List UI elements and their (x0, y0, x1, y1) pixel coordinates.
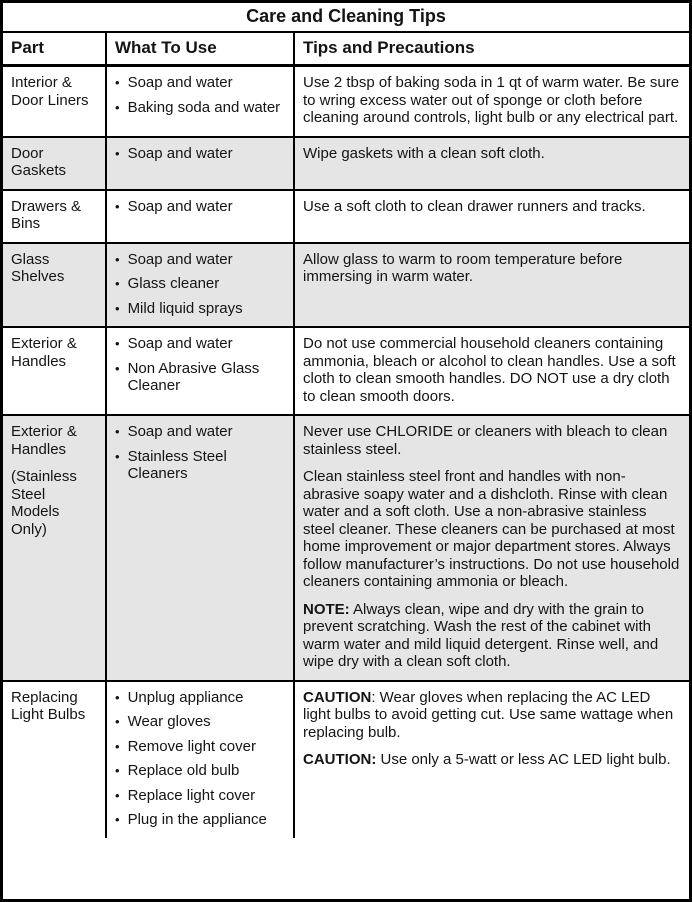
bullet-text: Baking soda and water (127, 98, 281, 116)
bullet-text: Soap and water (127, 335, 233, 352)
tips-cell (295, 138, 689, 189)
what-to-use-cell (107, 682, 295, 838)
tips-cell (295, 328, 689, 414)
bullet-item (115, 99, 285, 117)
part-cell (3, 67, 107, 136)
bullet-icon: • (115, 251, 120, 267)
table-row (3, 414, 689, 680)
bullet-item (115, 300, 285, 318)
bullet-item (115, 275, 285, 293)
part-cell (3, 682, 107, 838)
bullet-text: Wear gloves (127, 713, 211, 730)
bullet-icon: • (115, 812, 120, 827)
bullet-item (115, 811, 285, 829)
part-cell (3, 191, 107, 242)
bullet-item (115, 198, 285, 216)
part-text: Door Gaskets (11, 144, 67, 179)
header-what-to-use: What To Use (107, 33, 295, 64)
part-cell (3, 416, 107, 680)
table-title: Care and Cleaning Tips (3, 3, 689, 31)
bullet-text: Replace light cover (127, 786, 256, 804)
tips-paragraph (303, 335, 681, 405)
bullet-item (115, 787, 285, 805)
what-to-use-cell (107, 138, 295, 189)
table-row (3, 189, 689, 242)
what-to-use-cell (107, 191, 295, 242)
what-to-use-cell (107, 67, 295, 136)
bullet-item (115, 689, 285, 707)
bullet-icon: • (115, 787, 120, 803)
part-text: (Stainless Steel Models Only) (11, 468, 77, 538)
tips-bold-text: CAUTION: (303, 751, 377, 768)
tips-text: : Wear gloves when replacing the AC LED light bulbs to avoid getting cut. Use same wattage when replacing bulb. (303, 688, 674, 741)
bullet-icon: • (115, 99, 120, 115)
tips-paragraph (303, 251, 681, 286)
tips-paragraph (303, 689, 681, 742)
tips-text: Use a soft cloth to clean drawer runners and tracks. (303, 197, 646, 215)
bullet-text: Soap and water (127, 144, 233, 162)
tips-bold-text: NOTE: (303, 600, 350, 618)
tips-paragraph (303, 601, 681, 671)
tips-cell (295, 191, 689, 242)
bullet-text: Soap and water (127, 423, 233, 440)
tips-text: Clean stainless steel front and handles with non-abrasive soapy water and a dishcloth. Rinse with clean water and a soft cloth. Use a non-abrasive stainless steel cleaner. These cleaners can be purchased at most home improvement or major department stores. Always follow manufacturer’s instructions. Do not use household cleaners containing ammonia or bleach. (303, 468, 680, 590)
part-text: Drawers & Bins (11, 197, 82, 232)
table-body (3, 67, 689, 838)
what-to-use-cell (107, 328, 295, 414)
bullet-icon: • (115, 763, 120, 778)
bullet-item (115, 423, 285, 441)
bullet-item (115, 335, 285, 353)
tips-text: Wipe gaskets with a clean soft cloth. (303, 144, 545, 162)
header-part: Part (3, 33, 107, 64)
table-row (3, 242, 689, 327)
tips-text: Do not use commercial household cleaners containing ammonia, bleach or alcohol to clean handles. Use a soft cloth to clean smooth handles. DO NOT use a dry cloth to clean smooth doors. (303, 335, 676, 405)
table-row (3, 67, 689, 136)
part-text: Exterior & Handles (11, 423, 77, 458)
table-row (3, 136, 689, 189)
bullet-icon: • (115, 448, 120, 464)
tips-paragraph (303, 198, 681, 216)
bullet-text: Non Abrasive Glass Cleaner (127, 359, 260, 394)
bullet-text: Remove light cover (127, 737, 256, 755)
bullet-icon: • (115, 300, 120, 316)
part-cell (3, 328, 107, 414)
bullet-text: Plug in the appliance (127, 811, 267, 828)
bullet-text: Soap and water (127, 197, 233, 215)
bullet-item (115, 762, 285, 780)
tips-cell (295, 682, 689, 838)
tips-cell (295, 244, 689, 327)
bullet-text: Glass cleaner (127, 275, 220, 292)
bullet-text: Unplug appliance (127, 688, 244, 706)
what-to-use-cell (107, 416, 295, 680)
table-row (3, 680, 689, 838)
bullet-item (115, 448, 285, 483)
part-cell (3, 138, 107, 189)
bullet-text: Soap and water (127, 74, 233, 91)
bullet-icon: • (115, 424, 120, 439)
header-tips-and-precautions: Tips and Precautions (303, 38, 475, 57)
tips-bold-text: CAUTION (303, 688, 372, 706)
bullet-item (115, 251, 285, 269)
tips-text: Never use CHLORIDE or cleaners with bleach to clean stainless steel. (303, 423, 668, 458)
bullet-icon: • (115, 198, 120, 214)
bullet-text: Stainless Steel Cleaners (127, 447, 227, 482)
bullet-text: Replace old bulb (127, 762, 240, 779)
bullet-icon: • (115, 360, 120, 376)
bullet-item (115, 74, 285, 92)
what-to-use-cell (107, 244, 295, 327)
tips-text: Allow glass to warm to room temperature before immersing in warm water. (303, 250, 623, 285)
tips-paragraph (303, 145, 681, 163)
part-cell (3, 244, 107, 327)
part-text: Interior & Door Liners (11, 74, 89, 109)
bullet-item (115, 713, 285, 731)
part-text: Replacing Light Bulbs (11, 688, 86, 723)
part-text: Exterior & Handles (11, 335, 77, 370)
part-text: Glass Shelves (11, 250, 65, 285)
bullet-item (115, 360, 285, 395)
tips-text: Use 2 tbsp of baking soda in 1 qt of warm water. Be sure to wring excess water out of sponge or cloth before cleaning around controls, light bulb or any electrical part. (303, 74, 680, 126)
bullet-text: Mild liquid sprays (127, 299, 243, 317)
bullet-icon: • (115, 336, 120, 351)
bullet-icon: • (115, 714, 120, 729)
bullet-icon: • (115, 75, 120, 90)
bullet-item (115, 145, 285, 163)
tips-paragraph (303, 74, 681, 127)
tips-paragraph (303, 468, 681, 591)
tips-text: Use only a 5-watt or less AC LED light bulb. (376, 751, 671, 768)
bullet-icon: • (115, 276, 120, 291)
bullet-text: Soap and water (127, 250, 233, 268)
table-row (3, 326, 689, 414)
tips-paragraph (303, 751, 681, 769)
bullet-item (115, 738, 285, 756)
tips-cell (295, 67, 689, 136)
tips-text: Always clean, wipe and dry with the grain to prevent scratching. Wash the rest of the cabinet with warm water and mild liquid detergent. Rinse well, and wipe dry with a clean soft cloth. (303, 600, 659, 670)
tips-cell (295, 416, 689, 680)
bullet-icon: • (115, 145, 120, 161)
bullet-icon: • (115, 689, 120, 705)
bullet-icon: • (115, 738, 120, 754)
tips-paragraph (303, 423, 681, 458)
table-header-row (3, 31, 689, 67)
